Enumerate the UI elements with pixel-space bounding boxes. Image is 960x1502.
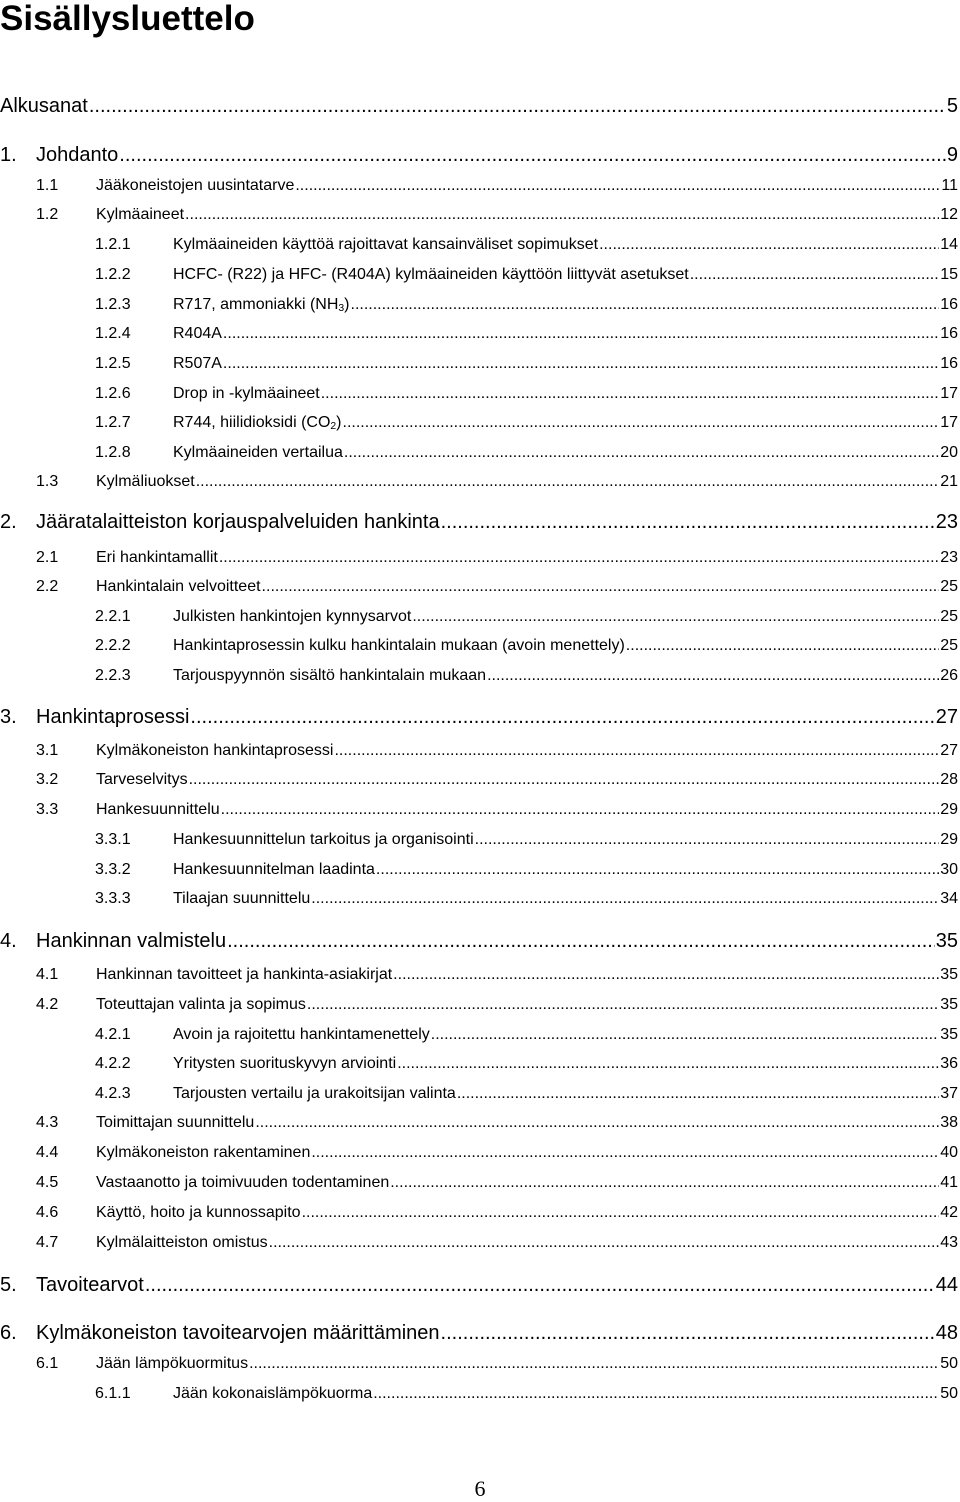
toc-entry[interactable] xyxy=(0,1233,958,1253)
toc-entry-title-text: Jään kokonaislämpökuorma xyxy=(173,1385,373,1402)
toc-entry-number: 1.2.8 xyxy=(95,444,131,461)
toc-entry[interactable] xyxy=(0,1054,958,1074)
toc-entry-page: 23 xyxy=(940,549,958,566)
toc-entry-page: 34 xyxy=(940,890,958,907)
toc-dot-leader xyxy=(223,324,939,344)
toc-entry[interactable] xyxy=(0,235,958,255)
toc-entry-title-suffix: ) xyxy=(344,296,350,313)
toc-entry-title-text: R404A xyxy=(173,325,222,342)
toc-entry-title-text: Tarveselvitys xyxy=(96,771,188,788)
toc-entry-title xyxy=(96,548,218,568)
toc-entry-title-text: Kylmäliuokset xyxy=(96,473,195,490)
toc-entry[interactable] xyxy=(0,324,958,344)
toc-entry-number: 3.2 xyxy=(36,771,59,788)
toc-entry-title xyxy=(173,1384,372,1404)
toc-entry-page: 29 xyxy=(940,831,958,848)
toc-entry-page: 21 xyxy=(940,473,958,490)
toc-entry-page: 25 xyxy=(940,578,958,595)
toc-entry-title-text: Hankesuunnittelun tarkoitus ja organisointi xyxy=(173,831,474,848)
toc-dot-leader xyxy=(221,800,940,820)
toc-entry-page: 14 xyxy=(940,236,958,253)
toc-entry-title xyxy=(96,577,261,597)
toc-entry-page: 35 xyxy=(940,996,958,1013)
toc-entry-title-text: Hankinnan valmistelu xyxy=(36,930,227,952)
toc-dot-leader xyxy=(321,384,939,404)
toc-entry-number: 2. xyxy=(0,511,17,533)
toc-entry[interactable] xyxy=(0,607,958,627)
toc-entry-title-text: Tavoitearvot xyxy=(36,1274,144,1296)
toc-entry-title-text: Avoin ja rajoitettu hankintamenettely xyxy=(173,1026,430,1043)
toc-entry-title xyxy=(173,1084,456,1104)
toc-entry-page: 17 xyxy=(940,414,958,431)
toc-entry[interactable] xyxy=(0,889,958,909)
toc-entry-title-text: Tilaajan suunnittelu xyxy=(173,890,311,907)
toc-entry-number: 2.2.2 xyxy=(95,637,131,654)
toc-entry-page: 12 xyxy=(940,206,958,223)
toc-entry-number: 4.2.2 xyxy=(95,1055,131,1072)
toc-entry-number: 1.2.7 xyxy=(95,414,131,431)
toc-dot-leader xyxy=(412,607,939,627)
toc-dot-leader xyxy=(599,235,939,255)
toc-entry-title-text: Toimittajan suunnittelu xyxy=(96,1114,255,1131)
toc-entry-page: 41 xyxy=(940,1174,958,1191)
toc-entry-title xyxy=(96,1354,248,1374)
toc-dot-leader xyxy=(269,1233,940,1253)
toc-entry-number: 2.2.1 xyxy=(95,608,131,625)
toc-entry-title xyxy=(173,830,474,850)
toc-entry[interactable] xyxy=(0,413,958,433)
toc-entry[interactable] xyxy=(0,1354,958,1374)
toc-entry-title-text: Vastaanotto ja toimivuuden todentaminen xyxy=(96,1174,390,1191)
toc-entry[interactable] xyxy=(0,705,958,729)
toc-entry-page: 27 xyxy=(935,706,958,728)
toc-entry-number: 4.4 xyxy=(36,1144,59,1161)
toc-entry-page: 30 xyxy=(940,861,958,878)
toc-entry-title-text: Toteuttajan valinta ja sopimus xyxy=(96,996,306,1013)
toc-entry[interactable] xyxy=(0,965,958,985)
toc-dot-leader xyxy=(441,510,935,534)
toc-entry[interactable] xyxy=(0,443,958,463)
toc-dot-leader xyxy=(475,830,940,850)
toc-dot-leader xyxy=(145,1273,935,1297)
toc-entry-number: 4. xyxy=(0,930,17,952)
toc-entry-number: 1.3 xyxy=(36,473,59,490)
toc-entry-number: 1.1 xyxy=(36,177,59,194)
toc-entry-title xyxy=(173,889,310,909)
toc-entry-title xyxy=(96,1143,310,1163)
toc-entry-page: 44 xyxy=(935,1274,958,1296)
toc-entry[interactable] xyxy=(0,830,958,850)
toc-entry-title xyxy=(173,1054,396,1074)
toc-entry-number: 3.3.1 xyxy=(95,831,131,848)
toc-entry-title-text: HCFC- (R22) ja HFC- (R404A) kylmäaineiden käyttöön liittyvät asetukset xyxy=(173,266,689,283)
toc-entry-subscript: 3 xyxy=(338,303,345,315)
toc-entry-page: 16 xyxy=(940,355,958,372)
toc-entry-number: 4.3 xyxy=(36,1114,59,1131)
toc-entry[interactable] xyxy=(0,94,958,118)
toc-entry[interactable] xyxy=(0,1173,958,1193)
toc-entry[interactable] xyxy=(0,577,958,597)
toc-entry[interactable] xyxy=(0,1143,958,1163)
toc-entry-number: 4.1 xyxy=(36,966,59,983)
toc-dot-leader xyxy=(255,1113,939,1133)
toc-dot-leader xyxy=(690,265,939,285)
toc-dot-leader xyxy=(441,1321,935,1345)
toc-entry-title-text: Hankesuunnitelman laadinta xyxy=(173,861,375,878)
toc-entry-title-text: Yritysten suorituskyvyn arviointi xyxy=(173,1055,397,1072)
toc-entry-number: 1.2.1 xyxy=(95,236,131,253)
toc-entry[interactable] xyxy=(0,770,958,790)
toc-entry-title xyxy=(96,1203,301,1223)
toc-entry-page: 9 xyxy=(946,144,958,166)
toc-entry-title-text: Hankinnan tavoitteet ja hankinta-asiakirjat xyxy=(96,966,393,983)
toc-entry[interactable] xyxy=(0,265,958,285)
toc-entry[interactable] xyxy=(0,1025,958,1045)
toc-entry-number: 1.2.4 xyxy=(95,325,131,342)
toc-entry-page: 23 xyxy=(935,511,958,533)
toc-entry-title xyxy=(173,607,411,627)
toc-entry-number: 4.5 xyxy=(36,1174,59,1191)
toc-title: Sisällysluettelo xyxy=(0,0,255,38)
toc-entry-number: 4.2 xyxy=(36,996,59,1013)
toc-entry-number: 6. xyxy=(0,1322,17,1344)
toc-entry-title xyxy=(173,354,222,374)
toc-entry-title xyxy=(173,235,598,255)
toc-entry-number: 2.1 xyxy=(36,549,59,566)
toc-entry-title xyxy=(96,800,220,820)
toc-entry-title-text: Hankintaprosessi xyxy=(36,706,190,728)
toc-entry[interactable] xyxy=(0,636,958,656)
toc-entry-title-text: Kylmäaineiden käyttöä rajoittavat kansainväliset sopimukset xyxy=(173,236,599,253)
toc-entry-number: 4.2.3 xyxy=(95,1085,131,1102)
toc-entry[interactable] xyxy=(0,510,958,534)
toc-entry-number: 3.3.2 xyxy=(95,861,131,878)
toc-entry[interactable] xyxy=(0,1273,958,1297)
toc-entry-title-text: Johdanto xyxy=(36,144,119,166)
toc-entry[interactable] xyxy=(0,1084,958,1104)
toc-dot-leader xyxy=(219,548,939,568)
toc-entry-title-text: Hankesuunnittelu xyxy=(96,801,220,818)
toc-entry-page: 5 xyxy=(946,95,958,117)
toc-dot-leader xyxy=(295,176,940,196)
toc-entry[interactable] xyxy=(0,860,958,880)
toc-entry-title-text: Kylmäkoneiston hankintaprosessi xyxy=(96,742,334,759)
toc-entry-number: 3.3 xyxy=(36,801,59,818)
toc-dot-leader xyxy=(249,1354,939,1374)
toc-entry-title xyxy=(96,995,306,1015)
toc-dot-leader xyxy=(223,354,939,374)
toc-entry[interactable] xyxy=(0,1384,958,1404)
toc-entry-title xyxy=(173,443,343,463)
toc-entry-title xyxy=(36,929,226,953)
toc-entry-title-text: Julkisten hankintojen kynnysarvot xyxy=(173,608,412,625)
toc-entry-title-suffix: ) xyxy=(336,414,342,431)
toc-entry[interactable] xyxy=(0,741,958,761)
toc-entry-number: 3.3.3 xyxy=(95,890,131,907)
toc-entry-title xyxy=(96,1173,389,1193)
toc-entry[interactable] xyxy=(0,929,958,953)
toc-entry[interactable] xyxy=(0,295,958,315)
toc-entry-page: 16 xyxy=(940,296,958,313)
toc-entry-page: 15 xyxy=(940,266,958,283)
toc-entry-page: 35 xyxy=(935,930,958,952)
toc-dot-leader xyxy=(311,889,939,909)
toc-entry-title-text: Hankintaprosessin kulku hankintalain mukaan (avoin menettely) xyxy=(173,637,625,654)
toc-entry[interactable] xyxy=(0,995,958,1015)
toc-entry-title xyxy=(36,510,440,534)
toc-dot-leader xyxy=(262,577,940,597)
toc-entry-number: 1.2.2 xyxy=(95,266,131,283)
toc-entry-page: 17 xyxy=(940,385,958,402)
toc-entry-page: 38 xyxy=(940,1114,958,1131)
toc-entry-title-text: Eri hankintamallit xyxy=(96,549,218,566)
toc-entry-title-text: Jääratalaitteiston korjauspalveluiden hankinta xyxy=(36,511,440,533)
toc-entry-title-text: R744, hiilidioksidi (CO xyxy=(173,414,331,431)
toc-entry-title xyxy=(96,741,333,761)
toc-entry-title xyxy=(173,324,222,344)
toc-entry-page: 25 xyxy=(940,637,958,654)
toc-entry[interactable] xyxy=(0,384,958,404)
toc-entry-page: 50 xyxy=(940,1385,958,1402)
toc-entry-page: 43 xyxy=(940,1234,958,1251)
toc-entry-title-text: R717, ammoniakki (NH xyxy=(173,296,339,313)
toc-entry-title xyxy=(96,472,195,492)
toc-dot-leader xyxy=(393,965,939,985)
toc-dot-leader xyxy=(185,205,939,225)
toc-entry[interactable] xyxy=(0,176,958,196)
toc-entry-number: 1.2 xyxy=(36,206,59,223)
toc-entry-title-text: Kylmäaineiden vertailua xyxy=(173,444,343,461)
toc-dot-leader xyxy=(311,1143,939,1163)
toc-dot-leader xyxy=(351,295,940,315)
toc-entry[interactable] xyxy=(0,205,958,225)
toc-entry-title xyxy=(36,1273,144,1297)
toc-entry-title-text: Hankintalain velvoitteet xyxy=(96,578,261,595)
toc-entry-title xyxy=(173,384,320,404)
toc-entry-number: 4.6 xyxy=(36,1204,59,1221)
toc-entry-title-text: Kylmäaineet xyxy=(96,206,185,223)
toc-dot-leader xyxy=(307,995,939,1015)
toc-entry-number: 6.1 xyxy=(36,1355,59,1372)
toc-entry-page: 50 xyxy=(940,1355,958,1372)
toc-entry-title-text: Jääkoneistojen uusintatarve xyxy=(96,177,295,194)
toc-entry-number: 6.1.1 xyxy=(95,1385,131,1402)
toc-entry-page: 48 xyxy=(935,1322,958,1344)
toc-entry-number: 2.2 xyxy=(36,578,59,595)
toc-entry-page: 27 xyxy=(940,742,958,759)
toc-dot-leader xyxy=(376,860,939,880)
toc-entry-page: 16 xyxy=(940,325,958,342)
toc-dot-leader xyxy=(302,1203,940,1223)
toc-entry[interactable] xyxy=(0,1113,958,1133)
toc-entry-page: 11 xyxy=(941,177,958,194)
toc-entry[interactable] xyxy=(0,143,958,167)
toc-entry-title xyxy=(173,636,625,656)
toc-dot-leader xyxy=(119,143,946,167)
toc-dot-leader xyxy=(190,705,934,729)
toc-entry-number: 1.2.3 xyxy=(95,296,131,313)
toc-entry-title xyxy=(173,295,350,315)
toc-dot-leader xyxy=(227,929,935,953)
toc-entry-page: 35 xyxy=(940,966,958,983)
toc-dot-leader xyxy=(343,413,940,433)
toc-entry-page: 26 xyxy=(940,667,958,684)
toc-dot-leader xyxy=(431,1025,939,1045)
toc-entry-title xyxy=(96,1113,254,1133)
toc-entry-page: 35 xyxy=(940,1026,958,1043)
toc-dot-leader xyxy=(344,443,939,463)
toc-entry-title xyxy=(173,413,342,433)
toc-entry-title xyxy=(173,265,689,285)
toc-entry-page: 37 xyxy=(940,1085,958,1102)
toc-entry-title xyxy=(96,965,392,985)
toc-dot-leader xyxy=(334,741,939,761)
toc-dot-leader xyxy=(457,1084,939,1104)
toc-entry[interactable] xyxy=(0,666,958,686)
toc-entry-title xyxy=(96,176,294,196)
toc-entry-title-text: Tarjousten vertailu ja urakoitsijan valinta xyxy=(173,1085,456,1102)
toc-entry-title-text: Käyttö, hoito ja kunnossapito xyxy=(96,1204,301,1221)
toc-entry-title xyxy=(173,666,486,686)
toc-entry-title-text: Kylmäkoneiston tavoitearvojen määrittäminen xyxy=(36,1322,440,1344)
toc-entry-page: 28 xyxy=(940,771,958,788)
toc-entry-number: 1.2.5 xyxy=(95,355,131,372)
toc-entry-page: 40 xyxy=(940,1144,958,1161)
toc-entry-number: 4.2.1 xyxy=(95,1026,131,1043)
toc-entry[interactable] xyxy=(0,354,958,374)
page-number: 6 xyxy=(474,1476,486,1501)
toc-entry-title xyxy=(36,1321,440,1345)
toc-entry-number: 2.2.3 xyxy=(95,667,131,684)
toc-entry-number: 3. xyxy=(0,706,17,728)
toc-entry-title xyxy=(96,770,188,790)
toc-entry-page: 42 xyxy=(940,1204,958,1221)
toc-entry-title xyxy=(173,860,375,880)
toc-entry-number: 1.2.6 xyxy=(95,385,131,402)
toc-entry-title xyxy=(96,205,184,225)
toc-entry-number: 3.1 xyxy=(36,742,59,759)
toc-dot-leader xyxy=(390,1173,939,1193)
toc-dot-leader xyxy=(626,636,939,656)
toc-dot-leader xyxy=(196,472,940,492)
toc-entry-title-text: Drop in -kylmäaineet xyxy=(173,385,320,402)
toc-dot-leader xyxy=(89,94,946,118)
toc-entry-title xyxy=(173,1025,430,1045)
toc-entry-subscript: 2 xyxy=(330,421,337,433)
toc-entry[interactable] xyxy=(0,548,958,568)
toc-entry-title xyxy=(36,143,118,167)
toc-entry-title-text: Tarjouspyynnön sisältö hankintalain mukaan xyxy=(173,667,487,684)
toc-entry-page: 36 xyxy=(940,1055,958,1072)
toc-entry-page: 29 xyxy=(940,801,958,818)
toc-entry-title-text: Kylmäkoneiston rakentaminen xyxy=(96,1144,311,1161)
toc-entry-page: 20 xyxy=(940,444,958,461)
toc-entry[interactable] xyxy=(0,800,958,820)
toc-entry[interactable] xyxy=(0,1203,958,1223)
toc-entry-page: 25 xyxy=(940,608,958,625)
toc-entry-title xyxy=(0,94,88,118)
toc-entry-title-text: Alkusanat xyxy=(0,95,88,117)
toc-entry[interactable] xyxy=(0,1321,958,1345)
toc-dot-leader xyxy=(373,1384,939,1404)
toc-entry-title-text: Jään lämpökuormitus xyxy=(96,1355,249,1372)
toc-dot-leader xyxy=(487,666,939,686)
toc-entry-number: 1. xyxy=(0,144,17,166)
toc-dot-leader xyxy=(397,1054,939,1074)
toc-entry-number: 5. xyxy=(0,1274,17,1296)
toc-entry[interactable] xyxy=(0,472,958,492)
toc-entry-title xyxy=(36,705,189,729)
toc-dot-leader xyxy=(189,770,940,790)
toc-entry-title xyxy=(96,1233,268,1253)
toc-entry-number: 4.7 xyxy=(36,1234,59,1251)
toc-entry-title-text: R507A xyxy=(173,355,222,372)
toc-entry-title-text: Kylmälaitteiston omistus xyxy=(96,1234,268,1251)
